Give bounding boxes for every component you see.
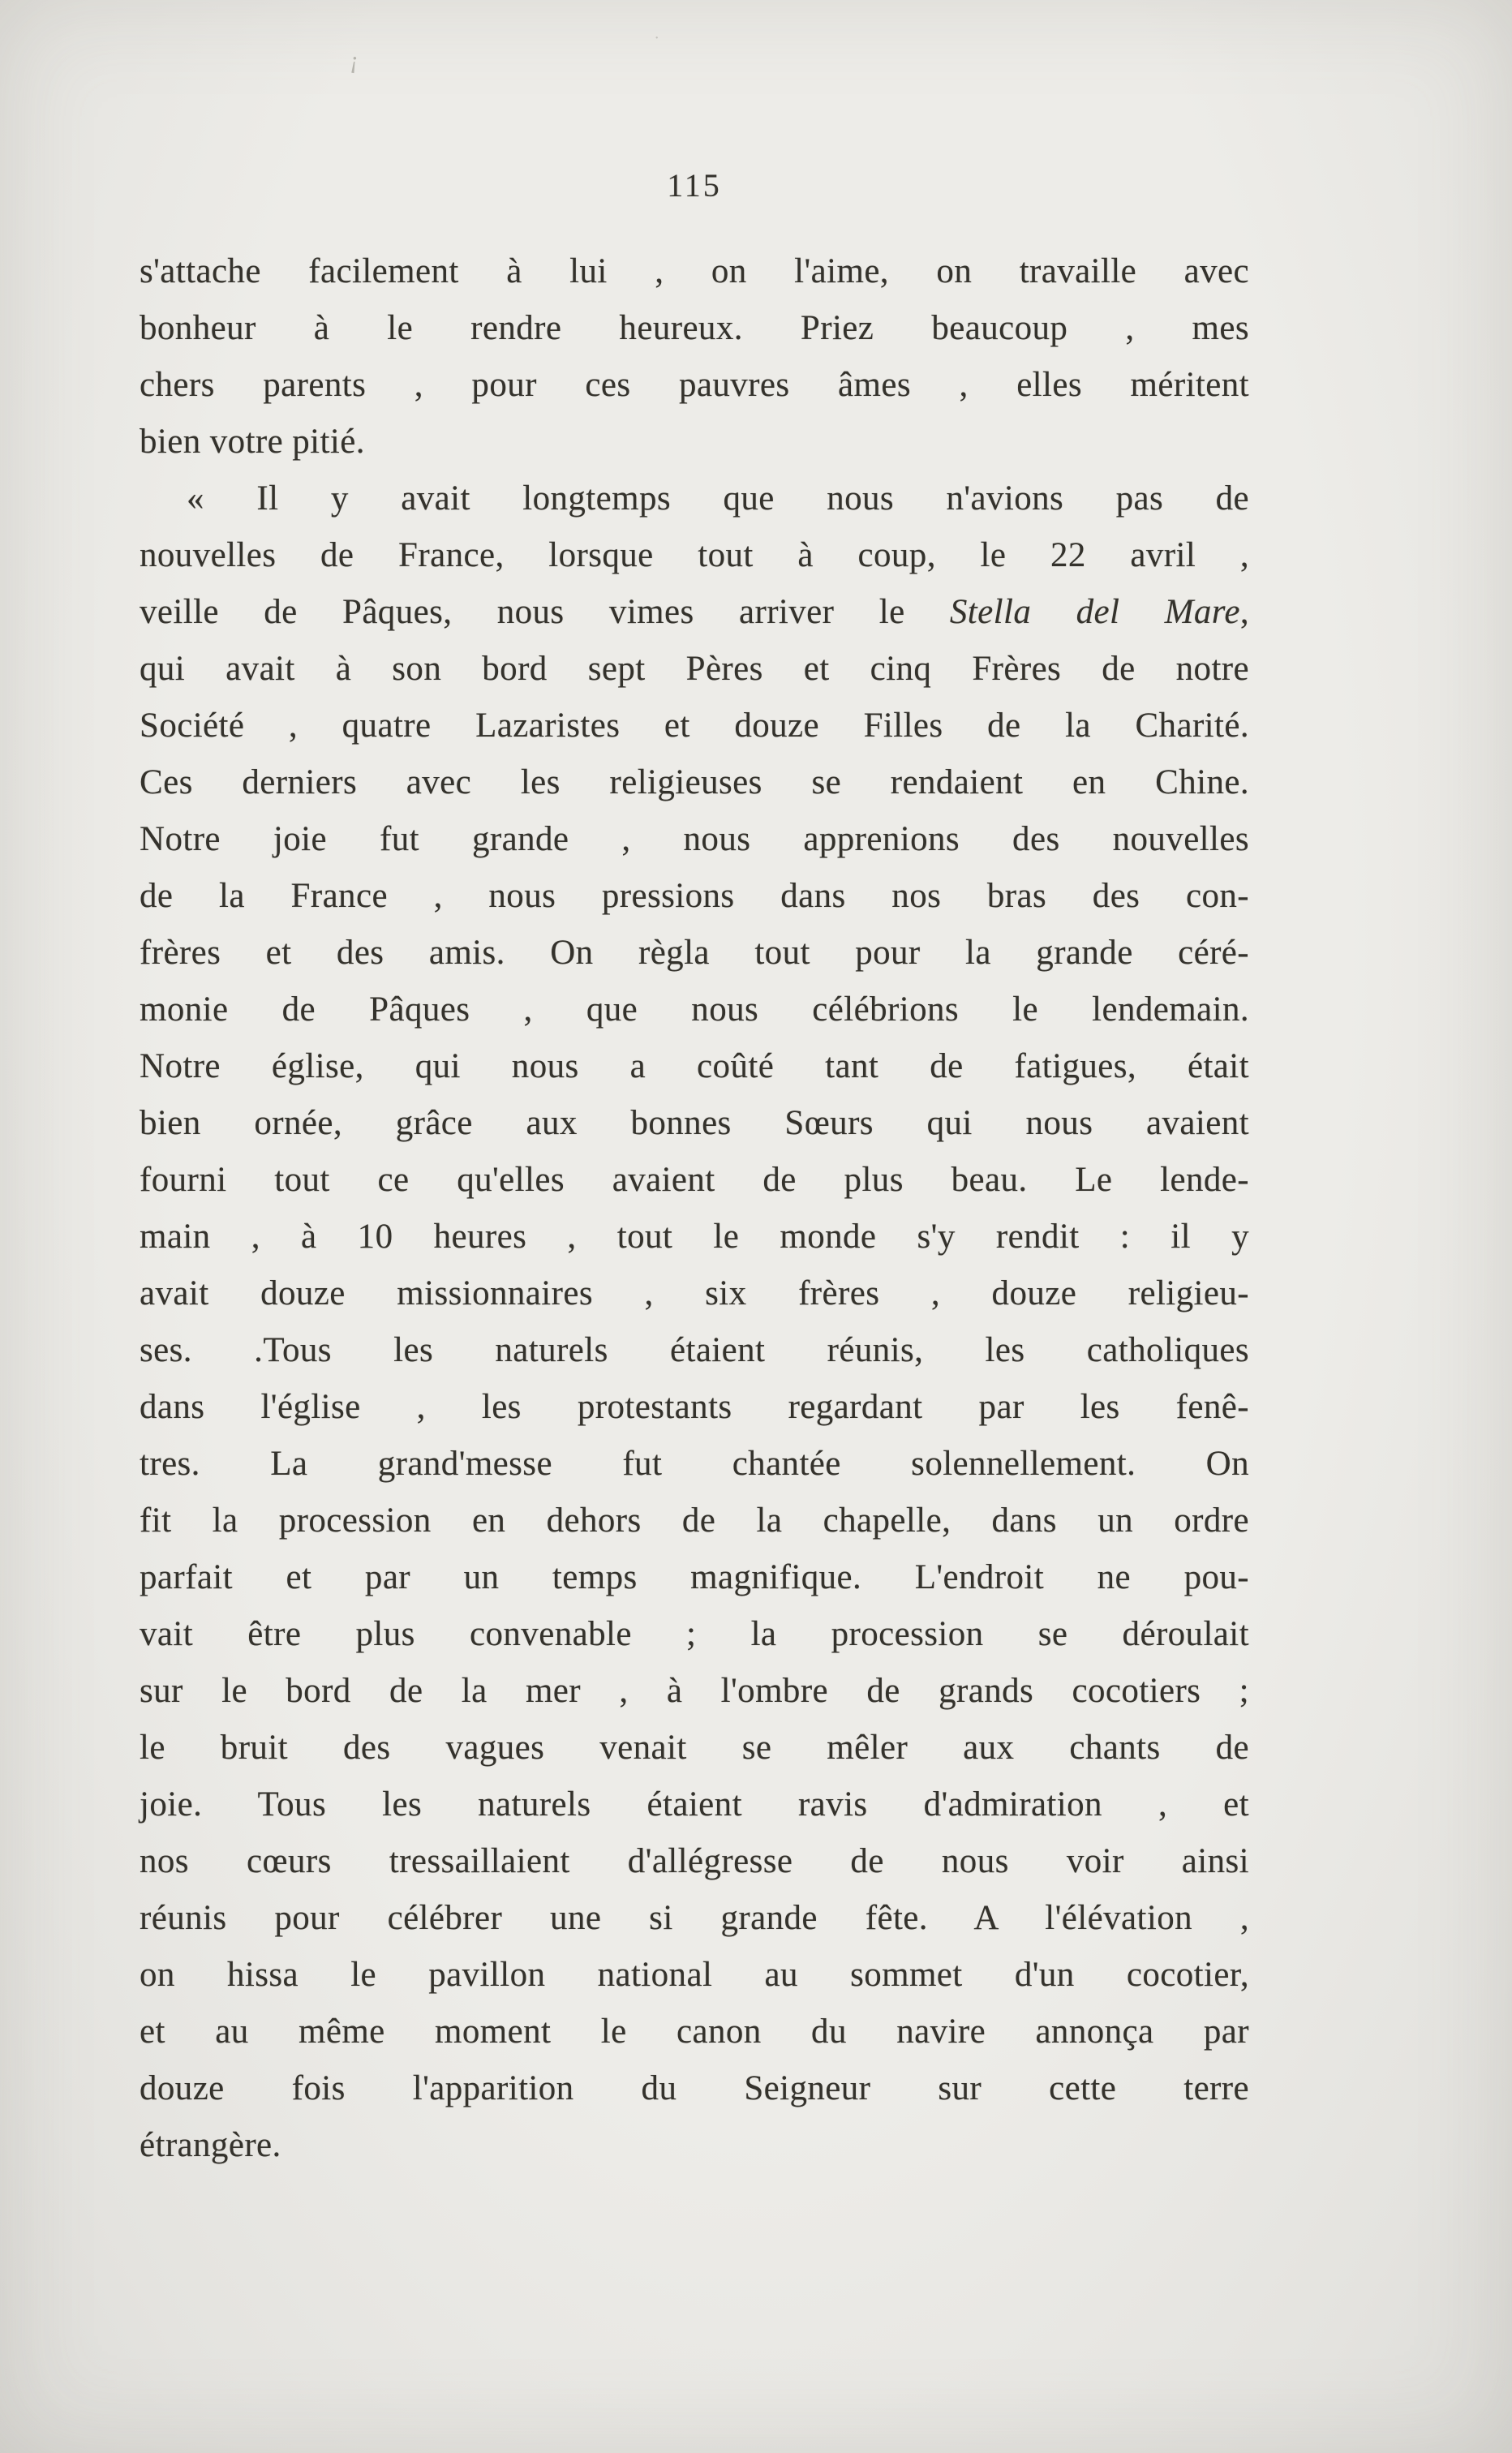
- text-line: ses. .Tous les naturels étaient réunis, les catholiques: [140, 1331, 1249, 1369]
- scan-speck: ˙: [654, 32, 660, 53]
- text-segment: veille de Pâques, nous vimes arriver le: [140, 593, 950, 631]
- text-line: nouvelles de France, lorsque tout à coup, le 22 avril ,: [140, 536, 1249, 574]
- text-segment: ,: [1239, 593, 1249, 631]
- text-line: étrangère.: [140, 2126, 281, 2164]
- text-line: s'attache facilement à lui , on l'aime, on travaille avec: [140, 252, 1249, 290]
- text-line: Notre église, qui nous a coûté tant de fatigues, était: [140, 1047, 1249, 1085]
- text-line: Ces derniers avec les religieuses se rendaient en Chine.: [140, 763, 1249, 801]
- text-line: « Il y avait longtemps que nous n'avions pas de: [187, 479, 1249, 518]
- text-line: bien votre pitié.: [140, 423, 365, 461]
- text-line: bien ornée, grâce aux bonnes Sœurs qui nous avaient: [140, 1104, 1249, 1142]
- text-line: tres. La grand'messe fut chantée solennellement. On: [140, 1445, 1249, 1483]
- text-line: le bruit des vagues venait se mêler aux chants de: [140, 1729, 1249, 1767]
- text-line: qui avait à son bord sept Pères et cinq Frères de notre: [140, 650, 1249, 688]
- text-line: vait être plus convenable ; la procession se déroulait: [140, 1615, 1249, 1653]
- ship-name-italic: Stella del Mare: [949, 593, 1240, 631]
- text-line: avait douze missionnaires , six frères , douze religieu-: [140, 1274, 1249, 1312]
- text-line: joie. Tous les naturels étaient ravis d'admiration , et: [140, 1785, 1249, 1824]
- text-line: réunis pour célébrer une si grande fête. A l'élévation ,: [140, 1899, 1249, 1937]
- text-line: frères et des amis. On règla tout pour la grande céré-: [140, 934, 1249, 972]
- text-line: et au même moment le canon du navire annonça par: [140, 2013, 1249, 2051]
- text-line: sur le bord de la mer , à l'ombre de grands cocotiers ;: [140, 1672, 1249, 1710]
- scan-speck: ¡: [348, 46, 361, 75]
- page-number: 115: [667, 167, 722, 204]
- text-block: [140, 166, 1249, 2174]
- text-line: main , à 10 heures , tout le monde s'y rendit : il y: [140, 1218, 1249, 1256]
- text-line: dans l'église , les protestants regardant par les fenê-: [140, 1388, 1249, 1426]
- text-line: Société , quatre Lazaristes et douze Filles de la Charité.: [140, 707, 1249, 745]
- text-line: on hissa le pavillon national au sommet d'un cocotier,: [140, 1956, 1249, 1994]
- text-line: Notre joie fut grande , nous apprenions des nouvelles: [140, 820, 1249, 858]
- text-line: chers parents , pour ces pauvres âmes , elles méritent: [140, 366, 1249, 404]
- text-line: douze fois l'apparition du Seigneur sur cette terre: [140, 2069, 1249, 2107]
- text-line: [140, 584, 1249, 641]
- text-line: fourni tout ce qu'elles avaient de plus beau. Le lende-: [140, 1161, 1249, 1199]
- text-line: fit la procession en dehors de la chapelle, dans un ordre: [140, 1501, 1249, 1540]
- text-line: monie de Pâques , que nous célébrions le lendemain.: [140, 990, 1249, 1029]
- text-line: nos cœurs tressaillaient d'allégresse de nous voir ainsi: [140, 1842, 1249, 1880]
- text-line: bonheur à le rendre heureux. Priez beaucoup , mes: [140, 309, 1249, 347]
- text-line: de la France , nous pressions dans nos bras des con-: [140, 877, 1249, 915]
- text-line: parfait et par un temps magnifique. L'endroit ne pou-: [140, 1558, 1249, 1596]
